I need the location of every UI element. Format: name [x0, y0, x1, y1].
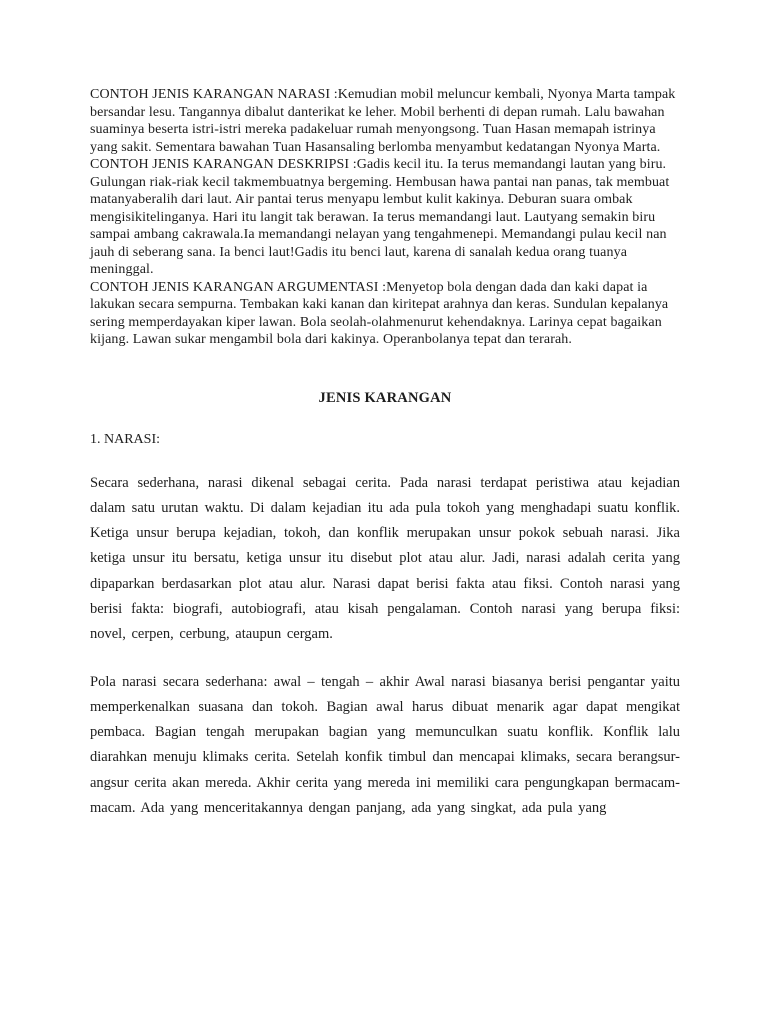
example-paragraph-argumentasi: CONTOH JENIS KARANGAN ARGUMENTASI :Menyetop bola dengan dada dan kaki dapat ia lakukan secara sempurna. Tembakan kaki kanan dan kiritepat arahnya dan keras. Sundulan kepalanya sering memperdayakan kiper lawan. Bola seolah-olahmenurut kehendaknya. Larinya cepat bagaikan kijang. Lawan sukar mengambil bola dari kakinya. Operanbolanya tepat dan terarah. [90, 279, 669, 347]
section-heading-narasi: 1. NARASI: [90, 431, 161, 447]
document-title: JENIS KARANGAN [318, 389, 452, 406]
examples-block [90, 86, 680, 349]
example-paragraph-deskripsi: CONTOH JENIS KARANGAN DESKRIPSI :Gadis kecil itu. Ia terus memandangi lautan yang biru. Gulungan riak-riak kecil takmembuatnya bergeming. Hembusan hawa pantai nan panas, tak membuat matanyaberalih dari laut. Air pantai terus menyapu lembut kulit kakinya. Deburan suara ombak mengisikitelinganya. Hari itu langit tak berawan. Ia terus memandangi laut. Lautyang semakin biru sampai ambang cakrawala.Ia memandangi nelayan yang tengahmenepi. Memandangi pulau kecil nan jauh di seberang sana. Ia benci laut!Gadis itu benci laut, karena di sanalah kedua orang tuanya meninggal. [90, 157, 670, 277]
body-paragraph-pola-narasi: Pola narasi secara sederhana: awal – tengah – akhir Awal narasi biasanya berisi pengantar yaitu memperkenalkan suasana dan tokoh. Bagian awal harus dibuat menarik agar dapat mengikat pembaca. Bagian tengah merupakan bagian yang memunculkan suatu konflik. Konflik lalu diarahkan menuju klimaks cerita. Setelah konfik timbul dan mencapai klimaks, secara berangsur-angsur cerita akan mereda. Akhir cerita yang mereda ini memiliki cara pengungkapan bermacam-macam. Ada yang menceritakannya dengan panjang, ada yang singkat, ada pula yang [90, 673, 680, 817]
example-paragraph-narasi: CONTOH JENIS KARANGAN NARASI :Kemudian mobil meluncur kembali, Nyonya Marta tampak bersandar lesu. Tangannya dibalut danterikat ke leher. Mobil berhenti di depan rumah. Lalu bawahan suaminya beserta istri-istri mereka padakeluar rumah menyongsong. Tuan Hasan memapah istrinya yang sakit. Sementara bawahan Tuan Hasansaling berlomba menyambut kedatangan Nyonya Marta. [90, 87, 676, 155]
body-paragraph-definition: Secara sederhana, narasi dikenal sebagai cerita. Pada narasi terdapat peristiwa atau kejadian dalam satu urutan waktu. Di dalam kejadian itu ada pula tokoh yang menghadapi suatu konflik. Ketiga unsur berupa kejadian, tokoh, dan konflik merupakan unsur pokok sebuah narasi. Jika ketiga unsur itu bersatu, ketiga unsur itu disebut plot atau alur. Jadi, narasi adalah cerita yang dipaparkan berdasarkan plot atau alur. Narasi dapat berisi fakta atau fiksi. Contoh narasi yang berisi fakta: biografi, autobiografi, atau kisah pengalaman. Contoh narasi yang berupa fiksi: novel, cerpen, cerbung, ataupun cergam. [90, 474, 680, 643]
